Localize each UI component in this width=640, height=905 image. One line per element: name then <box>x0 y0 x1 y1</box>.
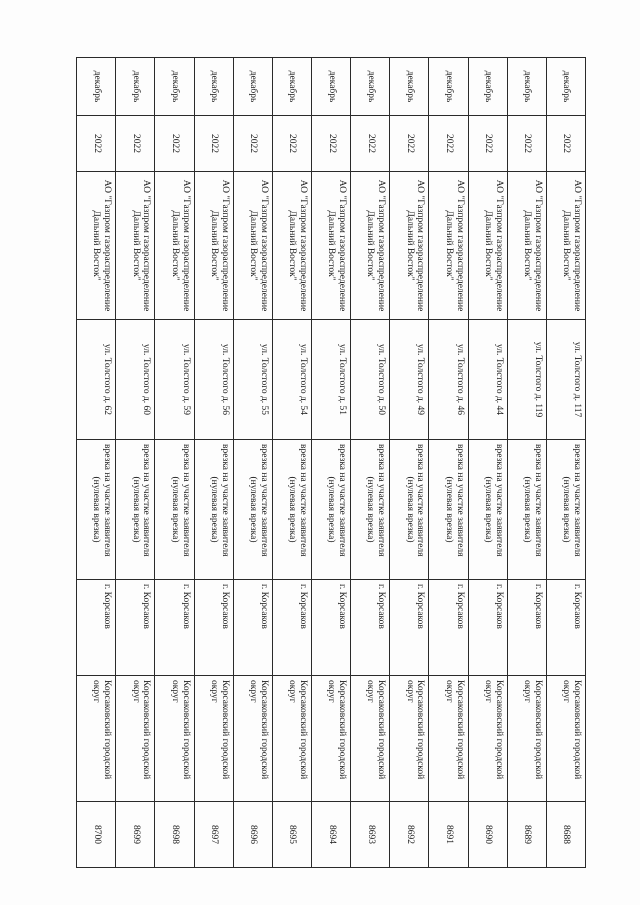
table-body <box>77 58 586 868</box>
table-row <box>546 58 585 868</box>
table-row <box>429 58 468 868</box>
number-cell: 8695 <box>272 802 311 868</box>
work-line2: (нулевая врезка) <box>482 476 493 543</box>
table-row <box>312 58 351 868</box>
district-cell: Корсаковский городской округ <box>546 676 585 802</box>
month-cell: декабрь <box>116 58 155 116</box>
district-cell: Корсаковский городской округ <box>77 676 116 802</box>
work-cell <box>155 440 194 580</box>
year-cell: 2022 <box>116 116 155 172</box>
month-cell: декабрь <box>468 58 507 116</box>
work-line2: (нулевая врезка) <box>91 476 102 543</box>
table-row <box>155 58 194 868</box>
table-row <box>233 58 272 868</box>
work-line1: врезка на участке заявителя <box>258 444 269 557</box>
month-cell: декабрь <box>390 58 429 116</box>
work-line2: (нулевая врезка) <box>287 476 298 543</box>
table-row <box>272 58 311 868</box>
rotated-table-wrapper <box>76 57 586 867</box>
city-cell: г. Корсаков <box>233 580 272 676</box>
work-line1: врезка на участке заявителя <box>415 444 426 557</box>
city-cell: г. Корсаков <box>546 580 585 676</box>
org-cell: АО "Газпром газораспределение Дальний Восток" <box>77 172 116 320</box>
work-line2: (нулевая врезка) <box>130 476 141 543</box>
month-cell: декабрь <box>155 58 194 116</box>
address-cell: ул. Толстого д. 117 <box>546 320 585 440</box>
district-cell: Корсаковский городской округ <box>155 676 194 802</box>
city-cell: г. Корсаков <box>429 580 468 676</box>
month-cell: декабрь <box>312 58 351 116</box>
month-cell: декабрь <box>507 58 546 116</box>
district-cell: Корсаковский городской округ <box>312 676 351 802</box>
city-cell: г. Корсаков <box>77 580 116 676</box>
city-cell: г. Корсаков <box>351 580 390 676</box>
address-cell: ул. Толстого д. 46 <box>429 320 468 440</box>
work-cell <box>194 440 233 580</box>
number-cell: 8698 <box>155 802 194 868</box>
month-cell: декабрь <box>272 58 311 116</box>
work-cell <box>77 440 116 580</box>
city-cell: г. Корсаков <box>468 580 507 676</box>
table-row <box>77 58 116 868</box>
work-cell <box>390 440 429 580</box>
number-cell: 8690 <box>468 802 507 868</box>
district-cell: Корсаковский городской округ <box>507 676 546 802</box>
work-cell <box>312 440 351 580</box>
org-cell: АО "Газпром газораспределение Дальний Восток" <box>390 172 429 320</box>
number-cell: 8700 <box>77 802 116 868</box>
org-cell: АО "Газпром газораспределение Дальний Восток" <box>312 172 351 320</box>
address-cell: ул. Толстого д. 55 <box>233 320 272 440</box>
work-line1: врезка на участке заявителя <box>102 444 113 557</box>
work-line1: врезка на участке заявителя <box>454 444 465 557</box>
year-cell: 2022 <box>507 116 546 172</box>
table-row <box>116 58 155 868</box>
city-cell: г. Корсаков <box>507 580 546 676</box>
month-cell: декабрь <box>429 58 468 116</box>
work-line2: (нулевая врезка) <box>561 476 572 543</box>
month-cell: декабрь <box>546 58 585 116</box>
city-cell: г. Корсаков <box>312 580 351 676</box>
work-cell <box>233 440 272 580</box>
month-cell: декабрь <box>351 58 390 116</box>
year-cell: 2022 <box>468 116 507 172</box>
month-cell: декабрь <box>194 58 233 116</box>
work-line1: врезка на участке заявителя <box>337 444 348 557</box>
district-cell: Корсаковский городской округ <box>351 676 390 802</box>
number-cell: 8689 <box>507 802 546 868</box>
org-cell: АО "Газпром газораспределение Дальний Восток" <box>233 172 272 320</box>
work-cell <box>468 440 507 580</box>
year-cell: 2022 <box>312 116 351 172</box>
table-row <box>468 58 507 868</box>
org-cell: АО "Газпром газораспределение Дальний Восток" <box>194 172 233 320</box>
number-cell: 8699 <box>116 802 155 868</box>
number-cell: 8693 <box>351 802 390 868</box>
district-cell: Корсаковский городской округ <box>468 676 507 802</box>
address-cell: ул. Толстого д. 59 <box>155 320 194 440</box>
city-cell: г. Корсаков <box>194 580 233 676</box>
number-cell: 8694 <box>312 802 351 868</box>
address-cell: ул. Толстого д. 49 <box>390 320 429 440</box>
work-line2: (нулевая врезка) <box>169 476 180 543</box>
work-line1: врезка на участке заявителя <box>298 444 309 557</box>
year-cell: 2022 <box>77 116 116 172</box>
work-line2: (нулевая врезка) <box>521 476 532 543</box>
work-line1: врезка на участке заявителя <box>493 444 504 557</box>
org-cell: АО "Газпром газораспределение Дальний Восток" <box>351 172 390 320</box>
district-cell: Корсаковский городской округ <box>233 676 272 802</box>
work-cell <box>546 440 585 580</box>
district-cell: Корсаковский городской округ <box>272 676 311 802</box>
org-cell: АО "Газпром газораспределение Дальний Восток" <box>272 172 311 320</box>
gas-connection-table <box>76 57 586 868</box>
work-line1: врезка на участке заявителя <box>572 444 582 557</box>
month-cell: декабрь <box>77 58 116 116</box>
address-cell: ул. Толстого д. 51 <box>312 320 351 440</box>
address-cell: ул. Толстого д. 44 <box>468 320 507 440</box>
number-cell: 8696 <box>233 802 272 868</box>
month-cell: декабрь <box>233 58 272 116</box>
org-cell: АО "Газпром газораспределение Дальний Восток" <box>546 172 585 320</box>
city-cell: г. Корсаков <box>390 580 429 676</box>
year-cell: 2022 <box>390 116 429 172</box>
number-cell: 8692 <box>390 802 429 868</box>
work-line1: врезка на участке заявителя <box>141 444 152 557</box>
district-cell: Корсаковский городской округ <box>429 676 468 802</box>
org-cell: АО "Газпром газораспределение Дальний Восток" <box>507 172 546 320</box>
work-line2: (нулевая врезка) <box>443 476 454 543</box>
org-cell: АО "Газпром газораспределение Дальний Восток" <box>155 172 194 320</box>
city-cell: г. Корсаков <box>272 580 311 676</box>
year-cell: 2022 <box>546 116 585 172</box>
work-cell <box>116 440 155 580</box>
district-cell: Корсаковский городской округ <box>390 676 429 802</box>
address-cell: ул. Толстого д. 119 <box>507 320 546 440</box>
address-cell: ул. Толстого д. 50 <box>351 320 390 440</box>
address-cell: ул. Толстого д. 62 <box>77 320 116 440</box>
table-row <box>194 58 233 868</box>
address-cell: ул. Толстого д. 60 <box>116 320 155 440</box>
number-cell: 8691 <box>429 802 468 868</box>
year-cell: 2022 <box>155 116 194 172</box>
work-cell <box>272 440 311 580</box>
work-line2: (нулевая врезка) <box>365 476 376 543</box>
year-cell: 2022 <box>194 116 233 172</box>
city-cell: г. Корсаков <box>116 580 155 676</box>
work-cell <box>507 440 546 580</box>
district-cell: Корсаковский городской округ <box>116 676 155 802</box>
year-cell: 2022 <box>272 116 311 172</box>
org-cell: АО "Газпром газораспределение Дальний Восток" <box>429 172 468 320</box>
work-line1: врезка на участке заявителя <box>376 444 387 557</box>
year-cell: 2022 <box>233 116 272 172</box>
work-line2: (нулевая врезка) <box>247 476 258 543</box>
work-line1: врезка на участке заявителя <box>532 444 543 557</box>
city-cell: г. Корсаков <box>155 580 194 676</box>
address-cell: ул. Толстого д. 54 <box>272 320 311 440</box>
org-cell: АО "Газпром газораспределение Дальний Восток" <box>468 172 507 320</box>
work-line2: (нулевая врезка) <box>326 476 337 543</box>
work-cell <box>351 440 390 580</box>
work-line2: (нулевая врезка) <box>404 476 415 543</box>
work-line2: (нулевая врезка) <box>208 476 219 543</box>
work-line1: врезка на участке заявителя <box>219 444 230 557</box>
address-cell: ул. Толстого д. 56 <box>194 320 233 440</box>
number-cell: 8688 <box>546 802 585 868</box>
district-cell: Корсаковский городской округ <box>194 676 233 802</box>
org-cell: АО "Газпром газораспределение Дальний Восток" <box>116 172 155 320</box>
year-cell: 2022 <box>351 116 390 172</box>
work-line1: врезка на участке заявителя <box>180 444 191 557</box>
number-cell: 8697 <box>194 802 233 868</box>
table-row <box>351 58 390 868</box>
work-cell <box>429 440 468 580</box>
year-cell: 2022 <box>429 116 468 172</box>
table-row <box>390 58 429 868</box>
table-row <box>507 58 546 868</box>
